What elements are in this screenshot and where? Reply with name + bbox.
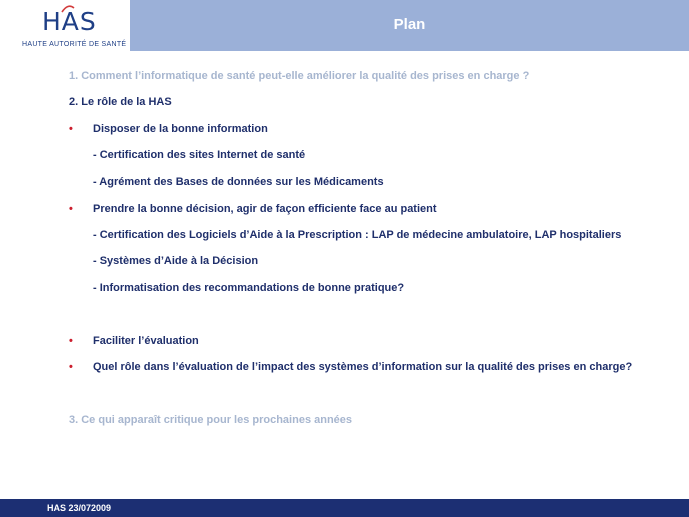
logo-mark: HAS: [42, 7, 97, 36]
footer-date: HAS 23/072009: [47, 503, 112, 513]
page-title: Plan: [393, 16, 426, 33]
footer-bar: [0, 499, 689, 517]
plan-item-1: 1. Comment l’informatique de santé peut-elle améliorer la qualité des prises en charge ?: [69, 70, 530, 82]
bullet-marker: •: [69, 361, 73, 373]
bullet-marker: •: [69, 123, 73, 135]
bullet-item-evaluation: Faciliter l’évaluation: [93, 335, 199, 347]
sub-item-lap: - Certification des Logiciels d’Aide à la Prescription : LAP de médecine ambulatoire, LAP hospitaliers: [93, 229, 622, 241]
header-band: [130, 0, 689, 51]
logo-swoosh-icon: [61, 5, 75, 13]
logo: [0, 0, 130, 52]
plan-item-2: 2. Le rôle de la HAS: [69, 96, 172, 108]
bullet-item-impact: Quel rôle dans l’évaluation de l’impact des systèmes d’information sur la qualité des prises en charge?: [93, 361, 633, 373]
logo-text: HAUTE AUTORITÉ DE SANTÉ: [22, 41, 127, 48]
bullet-item-information: Disposer de la bonne information: [93, 123, 268, 135]
plan-item-3: 3. Ce qui apparaît critique pour les prochaines années: [69, 414, 353, 426]
sub-item-sad: - Systèmes d’Aide à la Décision: [93, 255, 259, 267]
bullet-item-decision: Prendre la bonne décision, agir de façon efficiente face au patient: [93, 203, 437, 215]
sub-item-sites: - Certification des sites Internet de santé: [93, 149, 306, 161]
sub-item-recommandations: - Informatisation des recommandations de bonne pratique?: [93, 282, 405, 294]
bullet-marker: •: [69, 203, 73, 215]
bullet-marker: •: [69, 335, 73, 347]
sub-item-bases: - Agrément des Bases de données sur les Médicaments: [93, 176, 384, 188]
